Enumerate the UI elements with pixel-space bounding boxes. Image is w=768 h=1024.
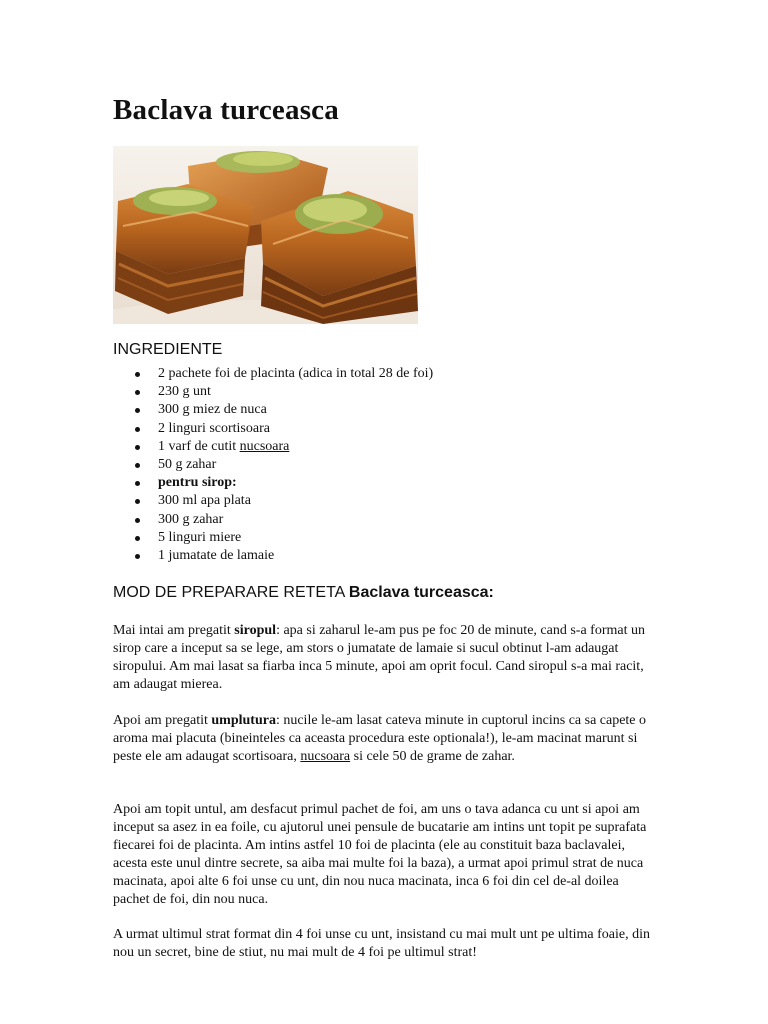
- list-item: [113, 438, 433, 456]
- ingredients-heading: INGREDIENTE: [113, 341, 223, 358]
- recipe-title: Baclava turceasca: [113, 94, 339, 126]
- list-item: 2 linguri scortisoara: [113, 420, 433, 438]
- ingredients-list: [113, 365, 433, 565]
- list-item: 50 g zahar: [113, 456, 433, 474]
- list-item: 230 g unt: [113, 383, 433, 401]
- paragraph-assembly: Apoi am topit untul, am desfacut primul pachet de foi, am uns o tava adanca cu unt si apoi am inceput sa asez in ea foile, cu ajutorul unei pensule de bucatarie am intins unt topit pe suprafata fiecarei foi de placinta. Am intins astfel 10 foi de placinta (ele au constituit baza baclavalei, acesta este unul dintre secrete, sa aiba mai multe foi la baza), a urmat apoi primul strat de nuca macinata, apoi alte 6 foi unse cu unt, din nou nuca macinata, inca 6 foi din cel de-al doilea pachet de foi, din nou nuca.: [113, 802, 647, 907]
- nucsoara-link[interactable]: nucsoara: [300, 749, 351, 764]
- list-item: 2 pachete foi de placinta (adica in total 28 de foi): [113, 365, 433, 383]
- list-item: 300 g zahar: [113, 511, 433, 529]
- list-item-subheading: pentru sirop:: [113, 474, 433, 492]
- baclava-image: [113, 146, 418, 324]
- list-item: 5 linguri miere: [113, 529, 433, 547]
- list-item: 300 ml apa plata: [113, 492, 433, 510]
- method-heading: MOD DE PREPARARE RETETA Baclava turceasca:: [113, 584, 494, 601]
- nucsoara-link[interactable]: nucsoara: [239, 438, 290, 454]
- list-item-text: 1 varf de cutit: [158, 438, 240, 454]
- list-item: 300 g miez de nuca: [113, 401, 433, 419]
- baclava-photo: [113, 146, 418, 324]
- paragraph-final-layer: A urmat ultimul strat format din 4 foi unse cu unt, insistand cu mai mult unt pe ultima foaie, din nou un secret, bine de stiut, nu mai mult de 4 foi pe ultimul strat!: [113, 927, 650, 960]
- paragraph-umplutura: Apoi am pregatit umplutura: nucile le-am lasat cateva minute in cuptorul incins ca sa capete o aroma mai placuta (bineinteles ca aceasta procedura este optionala!), le-am macinat marunt si peste ele am adaugat scortisoara, nucsoara si cele 50 de grame de zahar.: [113, 713, 647, 764]
- paragraph-sirop: Mai intai am pregatit siropul: apa si zaharul le-am pus pe foc 20 de minute, cand s-a format un sirop care a inceput sa se lege, am stors o jumatate de lamaie si sucul obtinut l-am adaugat siropului. Am mai lasat sa fiarba inca 5 minute, apoi am oprit focul. Cand siropul s-a mai racit, am adaugat mierea.: [113, 623, 645, 692]
- list-item: 1 jumatate de lamaie: [113, 547, 433, 565]
